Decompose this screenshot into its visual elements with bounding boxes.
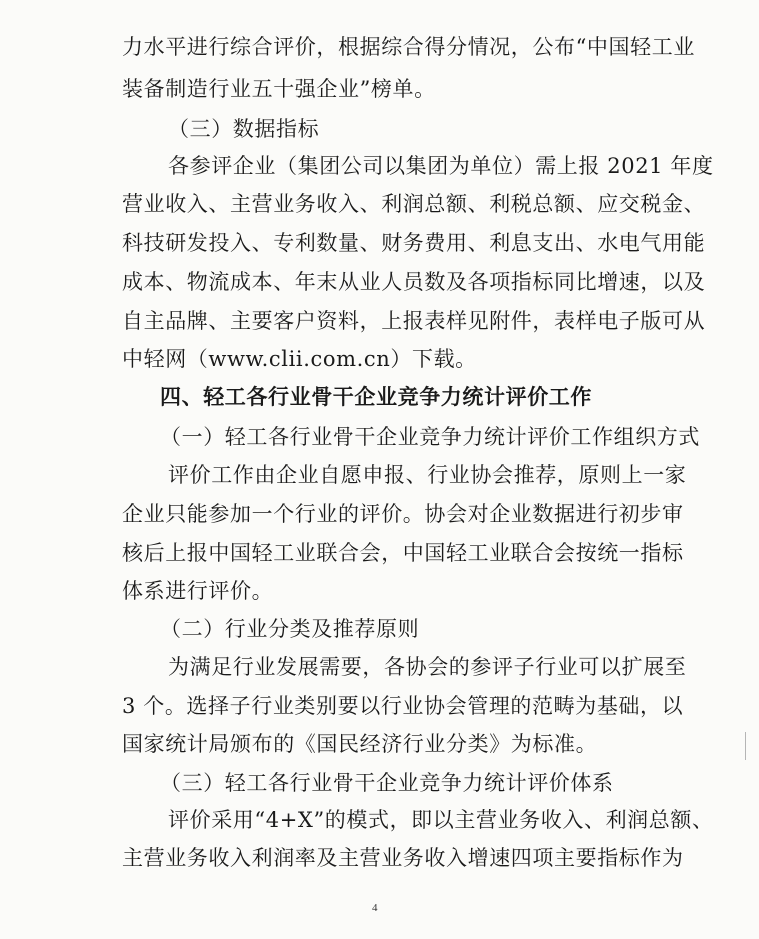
text-line: 核后上报中国轻工业联合会，中国轻工业联合会按统一指标 [122,541,684,565]
text-line: 主营业务收入利润率及主营业务收入增速四项主要指标作为 [122,846,684,870]
text-line: 评价采用“4+X”的模式，即以主营业务收入、利润总额、 [168,808,714,832]
text-line: 3 个。选择子行业类别要以行业协会管理的范畴为基础，以 [122,694,684,718]
section-subheading: （三）轻工各行业骨干企业竞争力统计评价体系 [160,771,614,795]
section-subheading: （三）数据指标 [168,117,320,141]
text-line: 评价工作由企业自愿申报、行业协会推荐，原则上一家 [168,463,687,487]
text-line: 营业收入、主营业务收入、利润总额、利税总额、应交税金、 [122,192,706,216]
text-line: 各参评企业（集团公司以集团为单位）需上报 2021 年度 [168,154,714,178]
text-line: 企业只能参加一个行业的评价。协会对企业数据进行初步审 [122,502,684,526]
page-number: 4 [372,902,378,914]
text-line: 自主品牌、主要客户资料，上报表样见附件，表样电子版可从 [122,309,706,333]
text-line: 中轻网（www.clii.com.cn）下载。 [122,347,477,371]
text-line: 国家统计局颁布的《国民经济行业分类》为标准。 [122,732,598,756]
text-line: 成本、物流成本、年末从业人员数及各项指标同比增速，以及 [122,270,706,294]
text-line: 体系进行评价。 [122,579,274,603]
scan-edge-mark [745,732,746,760]
text-line: 为满足行业发展需要，各协会的参评子行业可以扩展至 [168,655,687,679]
text-line: 装备制造行业五十强企业”榜单。 [122,77,436,101]
text-line: 科技研发投入、专利数量、财务费用、利息支出、水电气用能 [122,231,706,255]
section-subheading: （一）轻工各行业骨干企业竞争力统计评价工作组织方式 [160,425,700,449]
text-line: 力水平进行综合评价，根据综合得分情况，公布“中国轻工业 [122,35,695,59]
section-heading: 四、轻工各行业骨干企业竞争力统计评价工作 [160,385,592,409]
section-subheading: （二）行业分类及推荐原则 [160,617,420,641]
